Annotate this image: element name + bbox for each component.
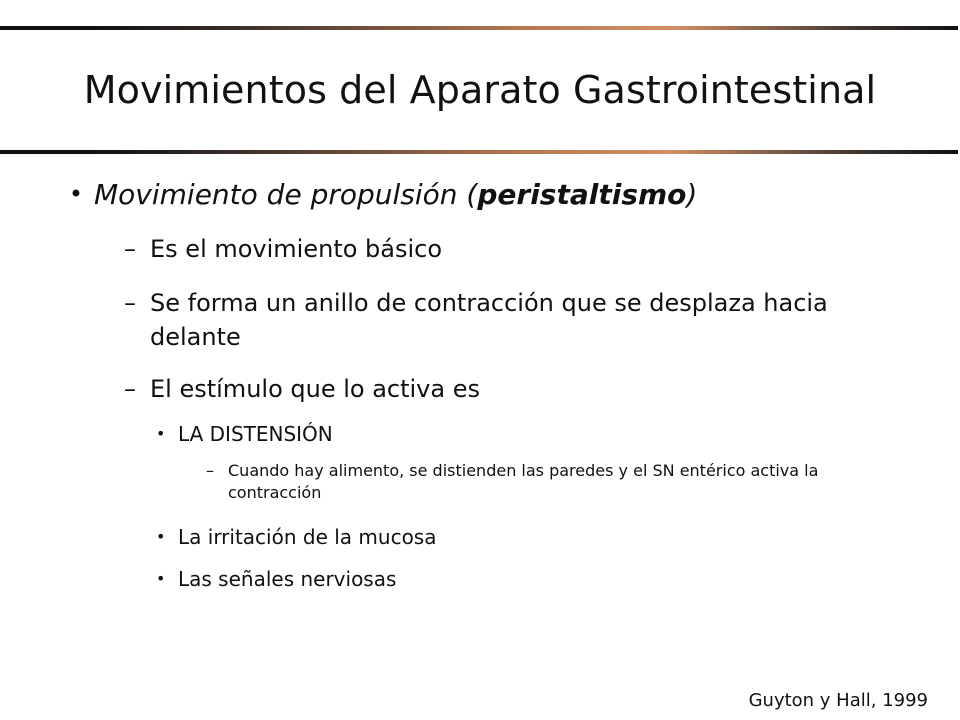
dash-marker: – [124,289,136,317]
stimulus-bullet-2 [156,523,436,551]
bullet-marker: • [68,180,84,208]
stimulus-text: LA DISTENSIÓN [178,422,333,446]
sub-bullet-3 [124,372,884,406]
sub-bullet-1 [124,232,884,266]
stimulus-text: Las señales nerviosas [178,567,397,591]
bullet-marker: • [156,569,166,588]
stimulus-bullet-1 [156,420,333,448]
dash-marker: – [124,235,136,263]
title-divider [0,150,958,154]
bullet-marker: • [156,527,166,546]
main-bullet [58,176,697,214]
main-bullet-prefix: Movimiento de propulsión ( [94,178,478,211]
detail-text: Cuando hay alimento, se distienden las paredes y el SN entérico activa la contracción [228,461,819,502]
dash-marker: – [206,461,214,480]
slide-title: Movimientos del Aparato Gastrointestinal [83,68,877,112]
bullet-marker: • [156,424,166,443]
stimulus-bullet-3 [156,565,396,593]
sub-bullet-text: Se forma un anillo de contracción que se desplaza hacia delante [150,289,828,351]
main-bullet-bold-term: peristaltismo [477,178,687,211]
main-bullet-suffix: ) [686,178,698,211]
citation-note: Guyton y Hall, 1999 [748,690,928,711]
sub-bullet-text: El estímulo que lo activa es [150,375,480,403]
dash-marker: – [124,375,136,403]
main-bullet-text [94,176,697,214]
sub-bullet-2 [124,286,884,354]
sub-bullet-text: Es el movimiento básico [150,235,443,263]
detail-bullet [206,460,866,504]
top-divider [0,26,958,30]
stimulus-text: La irritación de la mucosa [178,525,437,549]
